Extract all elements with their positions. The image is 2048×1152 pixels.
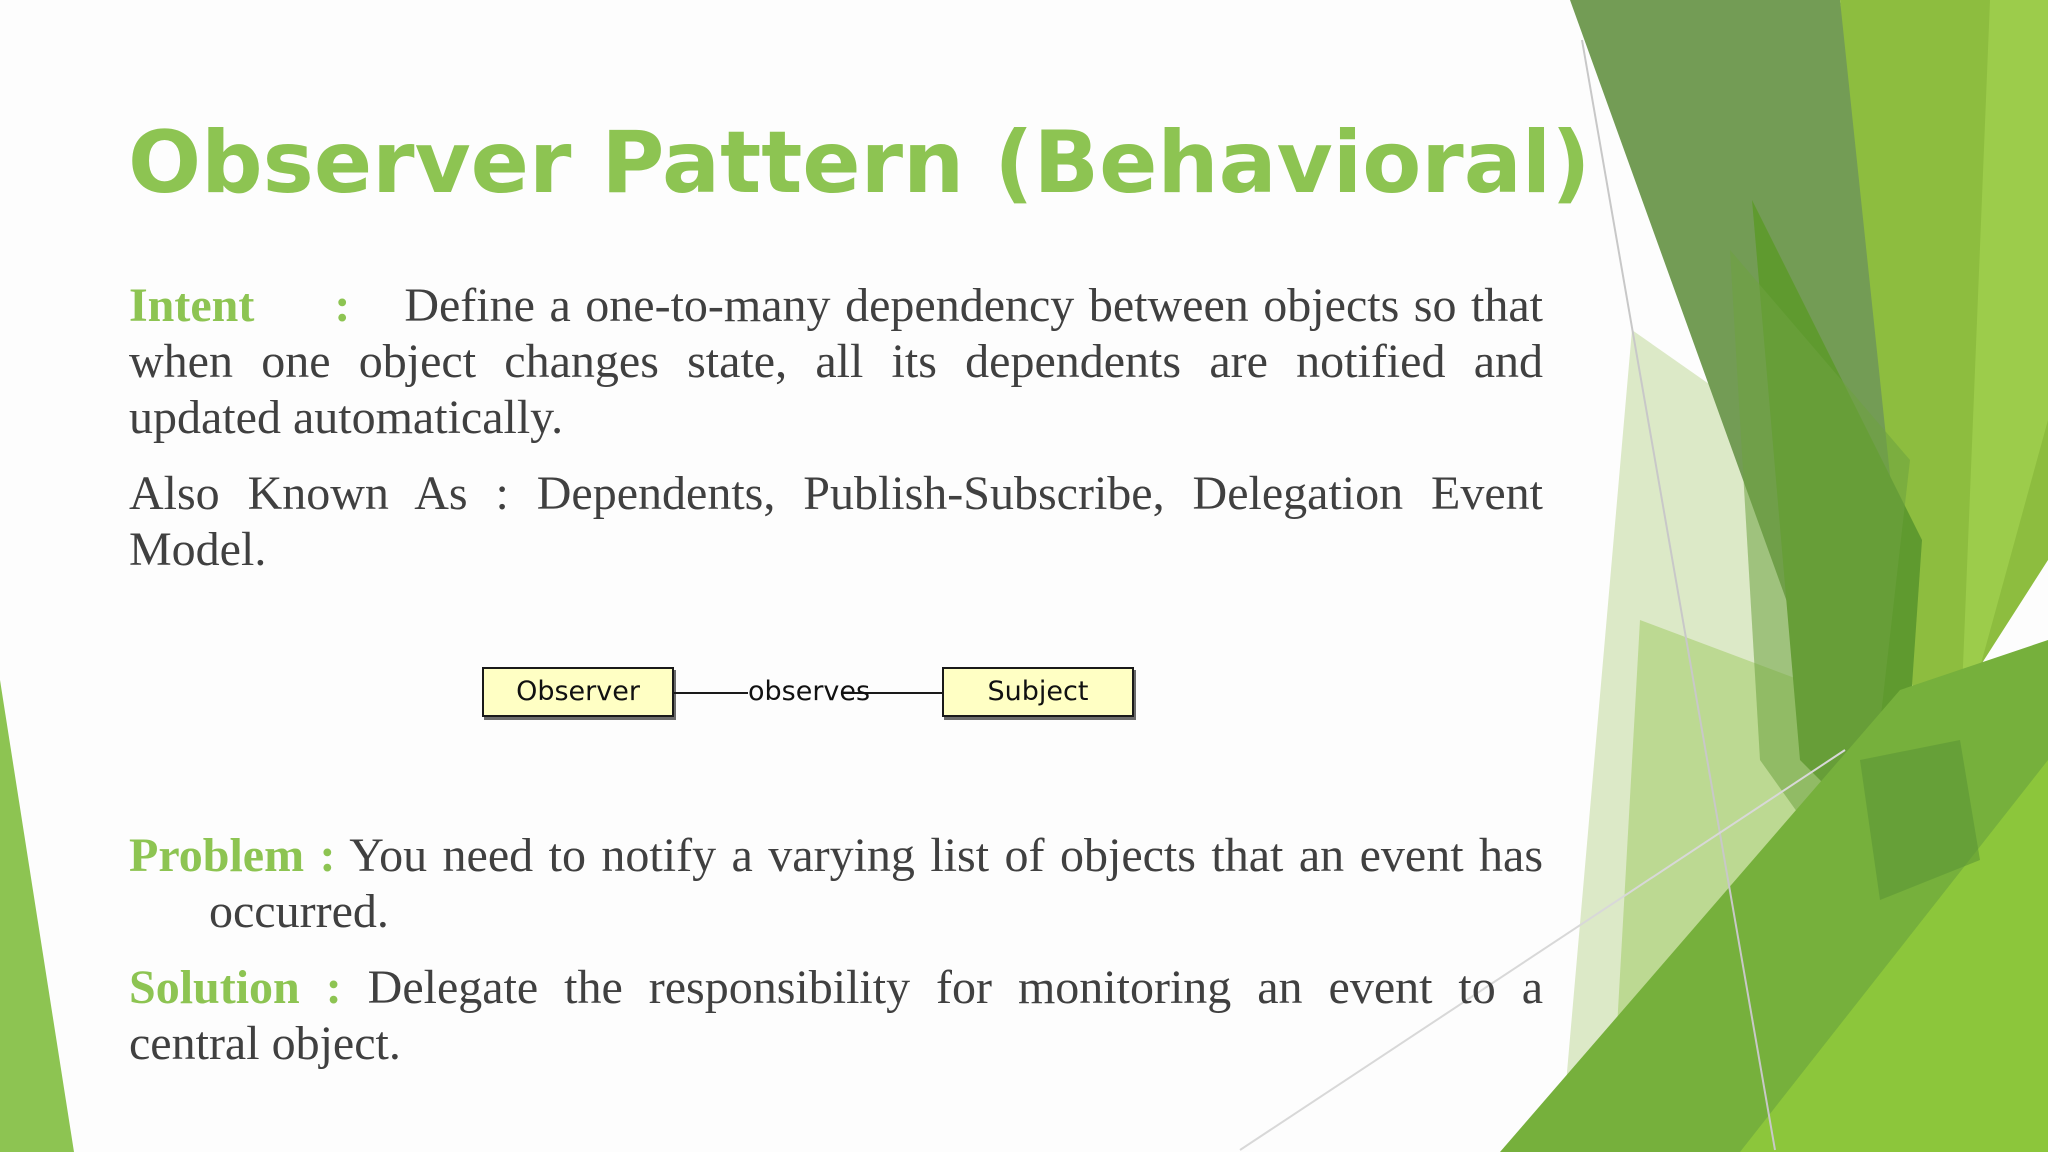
intent-text: Define a one-to-many dependency between objects so that when one object changes state, all its dependents are notified and updated automatically. <box>129 279 1543 444</box>
intent-paragraph <box>129 278 1543 446</box>
intent-separator: : <box>334 279 351 332</box>
slide-title: Observer Pattern (Behavioral) <box>128 113 1591 213</box>
problem-paragraph <box>129 828 1543 940</box>
observer-subject-diagram <box>480 665 1140 723</box>
observes-label: observes <box>748 667 842 717</box>
problem-text: You need to notify a varying list of objects that an event has <box>349 829 1544 882</box>
left-green-sliver <box>0 680 74 1152</box>
solution-text: Delegate the responsibility for monitoring an event to a central object. <box>129 961 1544 1070</box>
intent-label: Intent <box>129 279 255 332</box>
solution-label: Solution : <box>129 961 342 1014</box>
problem-text-end: occurred. <box>209 885 389 938</box>
also-known-as-paragraph <box>129 466 1543 578</box>
also-known-as-text: Also Known As : Dependents, Publish-Subscribe, Delegation Event Model. <box>129 467 1543 576</box>
observer-box: Observer <box>482 667 674 717</box>
subject-box: Subject <box>942 667 1134 717</box>
problem-label: Problem : <box>129 829 336 882</box>
solution-paragraph <box>129 960 1543 1072</box>
